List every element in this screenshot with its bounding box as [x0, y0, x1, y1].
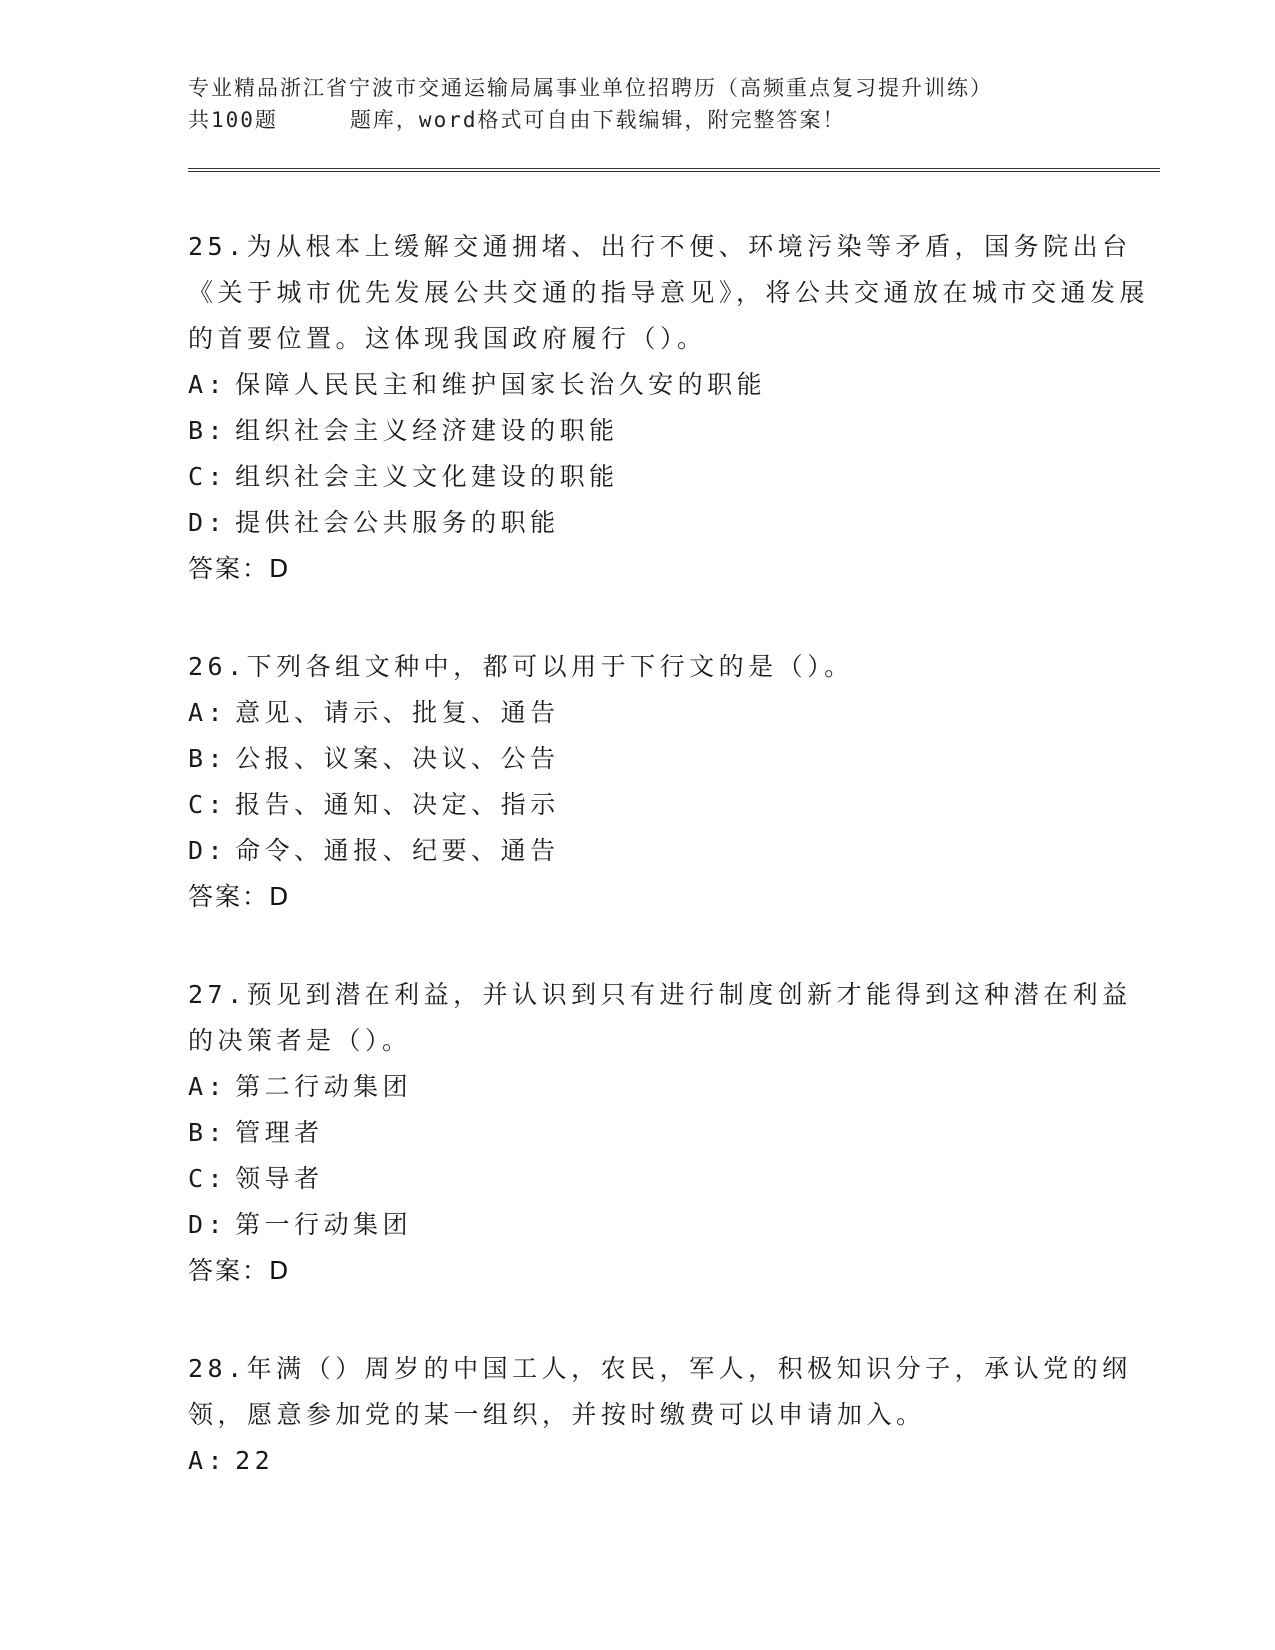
option-item: [188, 1110, 1160, 1156]
question-stem: 27.预见到潜在利益，并认识到只有进行制度创新才能得到这种潜在利益的决策者是（）。: [188, 980, 1132, 1055]
answer-line: 答案：D: [188, 882, 291, 911]
option-text: 管理者: [235, 1118, 324, 1147]
question-item: [188, 644, 1160, 920]
option-text: 意见、请示、批复、通告: [235, 698, 560, 727]
option-item: [188, 454, 1160, 500]
option-item: [188, 690, 1160, 736]
option-key: D:: [188, 836, 228, 865]
option-text: 公报、议案、决议、公告: [235, 744, 560, 773]
option-text: 保障人民民主和维护国家长治久安的职能: [235, 370, 767, 399]
option-key: D:: [188, 1210, 228, 1239]
option-item: [188, 782, 1160, 828]
option-text: 组织社会主义文化建设的职能: [235, 462, 619, 491]
option-key: C:: [188, 790, 228, 819]
option-item: [188, 1156, 1160, 1202]
header-subtitle: [188, 104, 1160, 136]
option-item: [188, 1202, 1160, 1248]
question-item: [188, 972, 1160, 1294]
document-header: [188, 72, 1160, 136]
question-stem: 25.为从根本上缓解交通拥堵、出行不便、环境污染等矛盾，国务院出台《关于城市优先发展公共交通的指导意见》，将公共交通放在城市交通发展的首要位置。这体现我国政府履行（）。: [188, 232, 1150, 353]
option-text: 第二行动集团: [235, 1072, 413, 1101]
option-key: C:: [188, 462, 228, 491]
header-title: 专业精品浙江省宁波市交通运输局属事业单位招聘历（高频重点复习提升训练）: [188, 76, 993, 100]
header-count: 共100题: [188, 108, 278, 132]
question-stem: 28.年满（）周岁的中国工人，农民，军人，积极知识分子，承认党的纲领，愿意参加党的某一组织，并按时缴费可以申请加入。: [188, 1354, 1132, 1429]
option-text: 提供社会公共服务的职能: [235, 508, 560, 537]
option-key: B:: [188, 416, 228, 445]
option-key: A:: [188, 370, 228, 399]
option-item: [188, 1064, 1160, 1110]
option-text: 组织社会主义经济建设的职能: [235, 416, 619, 445]
option-key: A:: [188, 698, 228, 727]
option-item: [188, 362, 1160, 408]
document-page: [188, 72, 1160, 1536]
answer-line: 答案：D: [188, 554, 291, 583]
option-key: A:: [188, 1446, 228, 1475]
question-item: [188, 224, 1160, 592]
option-item: [188, 736, 1160, 782]
question-list: [188, 224, 1160, 1484]
header-note: 题库，word格式可自由下载编辑，附完整答案！: [349, 108, 846, 132]
answer-line: 答案：D: [188, 1256, 291, 1285]
option-key: D:: [188, 508, 228, 537]
option-text: 第一行动集团: [235, 1210, 413, 1239]
option-key: A:: [188, 1072, 228, 1101]
option-item: [188, 1438, 1160, 1484]
option-text: 命令、通报、纪要、通告: [235, 836, 560, 865]
header-divider: [188, 168, 1160, 172]
option-text: 领导者: [235, 1164, 324, 1193]
option-item: [188, 408, 1160, 454]
option-text: 22: [235, 1446, 275, 1475]
question-stem: 26.下列各组文种中，都可以用于下行文的是（）。: [188, 652, 854, 681]
option-key: B:: [188, 744, 228, 773]
option-item: [188, 828, 1160, 874]
option-key: B:: [188, 1118, 228, 1147]
option-text: 报告、通知、决定、指示: [235, 790, 560, 819]
option-item: [188, 500, 1160, 546]
option-key: C:: [188, 1164, 228, 1193]
question-item: [188, 1346, 1160, 1484]
